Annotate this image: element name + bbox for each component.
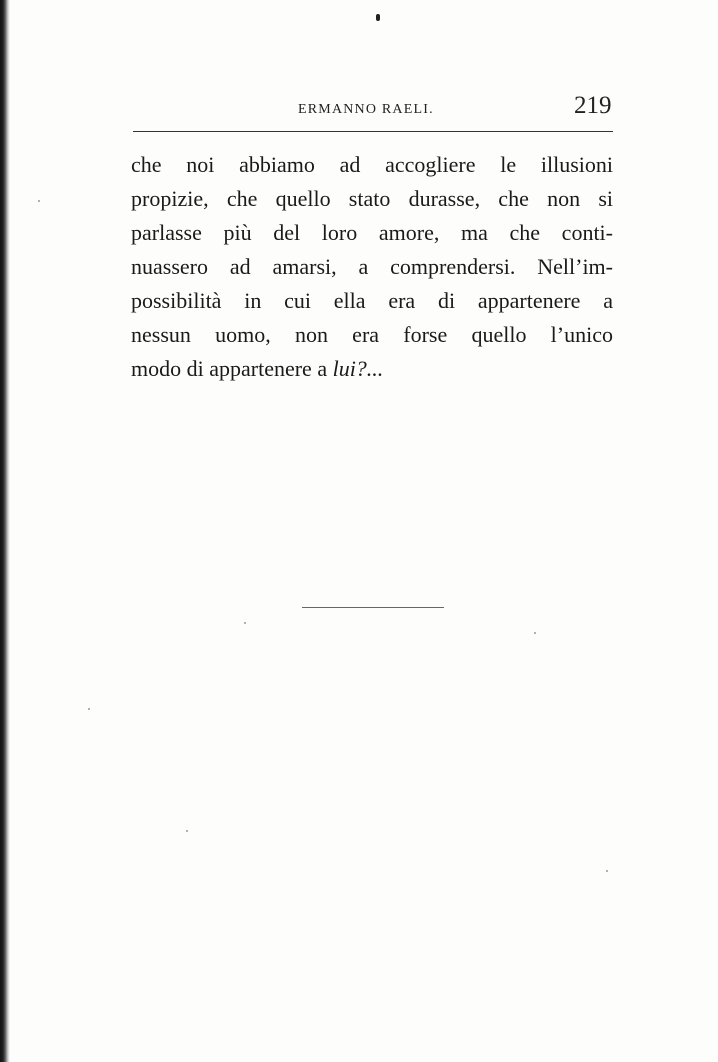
- paper-speck: [186, 830, 188, 832]
- page-number: 219: [574, 92, 612, 119]
- ink-speck: [376, 14, 380, 21]
- text-line: possibilità in cui ella era di appartenere a: [131, 288, 613, 313]
- body-paragraph: [131, 148, 613, 386]
- binding-edge: [0, 0, 10, 1062]
- text-line: parlasse più del loro amore, ma che conti-: [131, 220, 613, 245]
- text-line: che noi abbiamo ad accogliere le illusioni: [131, 152, 613, 177]
- italic-word: lui?...: [332, 356, 384, 381]
- text-line: nessun uomo, non era forse quello l’unico: [131, 322, 613, 347]
- text-line-last-prefix: modo di appartenere a: [131, 356, 333, 381]
- paper-speck: [534, 632, 536, 634]
- chapter-end-rule: [302, 607, 444, 608]
- text-line-last: [131, 352, 613, 386]
- text-line: nuassero ad amarsi, a comprendersi. Nell’im-: [131, 254, 613, 279]
- paper-speck: [38, 200, 40, 202]
- running-title: ERMANNO RAELI.: [298, 102, 434, 117]
- paper-speck: [244, 622, 246, 624]
- header-rule: [133, 131, 613, 132]
- paper-speck: [88, 708, 90, 710]
- paper-speck: [606, 870, 608, 872]
- text-line: propizie, che quello stato durasse, che non si: [131, 186, 613, 211]
